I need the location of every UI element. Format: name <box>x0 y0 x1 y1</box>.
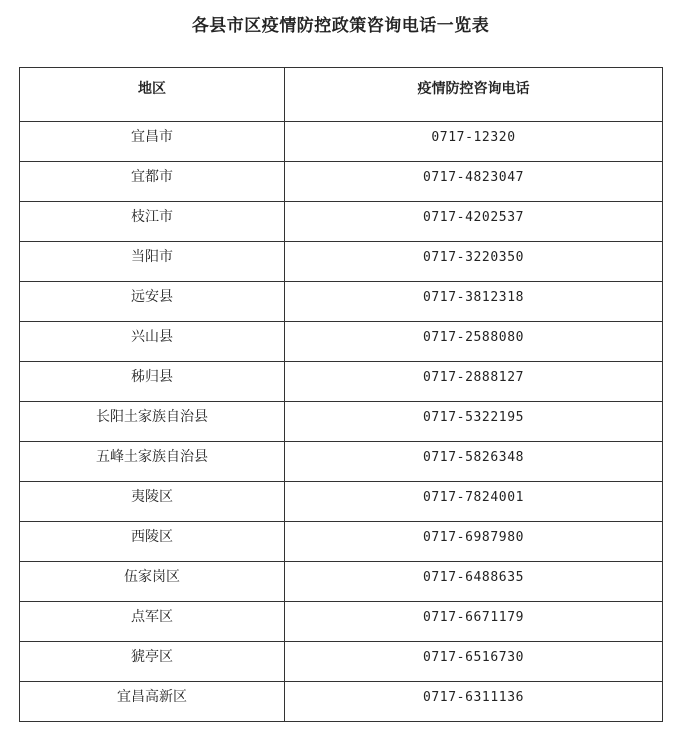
table-row <box>20 482 663 522</box>
table-row <box>20 402 663 442</box>
region-cell: 远安县 <box>20 282 285 322</box>
phone-cell: 0717-6671179 <box>285 602 663 642</box>
table-row <box>20 442 663 482</box>
region-cell: 夷陵区 <box>20 482 285 522</box>
phone-cell: 0717-12320 <box>285 122 663 162</box>
region-cell: 点军区 <box>20 602 285 642</box>
page-title: 各县市区疫情防控政策咨询电话一览表 <box>191 16 490 36</box>
table-row <box>20 162 663 202</box>
table-row <box>20 122 663 162</box>
region-cell: 秭归县 <box>20 362 285 402</box>
table-row <box>20 642 663 682</box>
table-row <box>20 322 663 362</box>
phone-cell: 0717-6987980 <box>285 522 663 562</box>
table-row <box>20 202 663 242</box>
phone-table <box>19 67 663 722</box>
phone-cell: 0717-2888127 <box>285 362 663 402</box>
region-cell: 宜昌高新区 <box>20 682 285 722</box>
region-cell: 宜都市 <box>20 162 285 202</box>
region-cell: 五峰土家族自治县 <box>20 442 285 482</box>
region-cell: 枝江市 <box>20 202 285 242</box>
region-cell: 兴山县 <box>20 322 285 362</box>
table-row <box>20 362 663 402</box>
table-header-row <box>20 68 663 122</box>
table-row <box>20 682 663 722</box>
table-row <box>20 242 663 282</box>
region-cell: 西陵区 <box>20 522 285 562</box>
phone-cell: 0717-6488635 <box>285 562 663 602</box>
phone-cell: 0717-3220350 <box>285 242 663 282</box>
phone-cell: 0717-2588080 <box>285 322 663 362</box>
region-cell: 宜昌市 <box>20 122 285 162</box>
phone-cell: 0717-3812318 <box>285 282 663 322</box>
table-row <box>20 522 663 562</box>
region-cell: 长阳土家族自治县 <box>20 402 285 442</box>
phone-cell: 0717-6311136 <box>285 682 663 722</box>
phone-cell: 0717-4202537 <box>285 202 663 242</box>
region-cell: 猇亭区 <box>20 642 285 682</box>
table-row <box>20 282 663 322</box>
table-body <box>20 122 663 722</box>
column-header-region: 地区 <box>20 68 285 122</box>
region-cell: 伍家岗区 <box>20 562 285 602</box>
phone-cell: 0717-4823047 <box>285 162 663 202</box>
column-header-phone: 疫情防控咨询电话 <box>285 68 663 122</box>
table-row <box>20 602 663 642</box>
phone-cell: 0717-7824001 <box>285 482 663 522</box>
phone-cell: 0717-5322195 <box>285 402 663 442</box>
phone-cell: 0717-5826348 <box>285 442 663 482</box>
phone-cell: 0717-6516730 <box>285 642 663 682</box>
region-cell: 当阳市 <box>20 242 285 282</box>
table-row <box>20 562 663 602</box>
